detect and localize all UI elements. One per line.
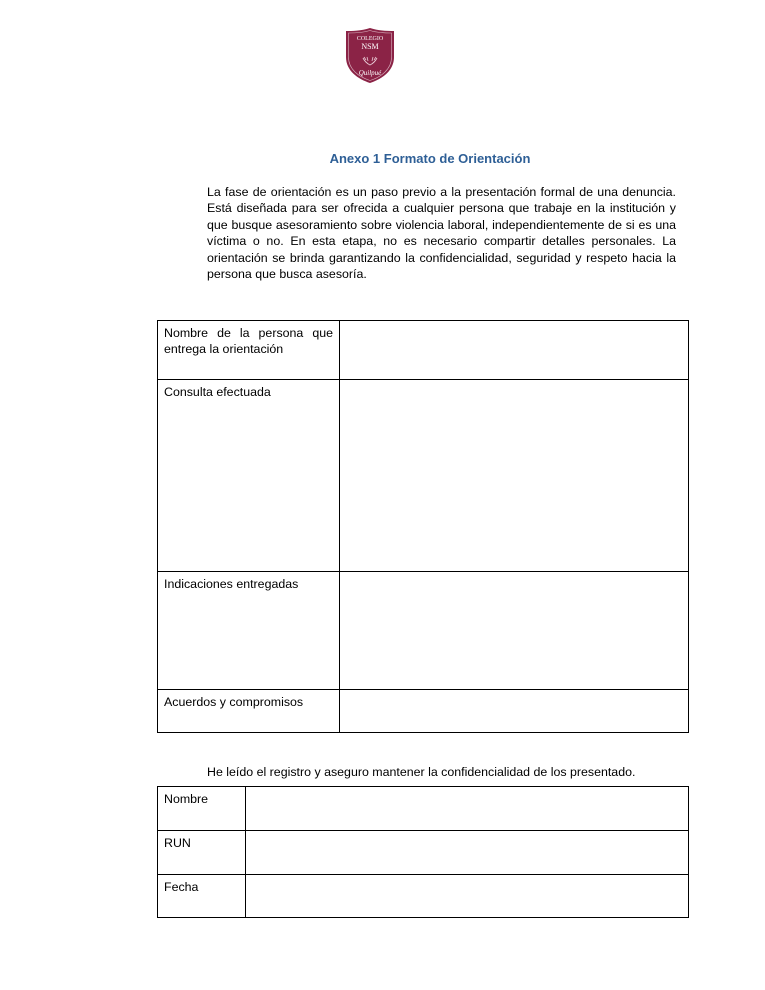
table-row (158, 690, 689, 733)
document-title: Anexo 1 Formato de Orientación (329, 151, 531, 166)
school-logo (343, 27, 397, 84)
table-row (158, 875, 689, 918)
field-acuerdos[interactable] (340, 690, 689, 733)
orientation-table (157, 320, 689, 733)
row-label-consulta: Consulta efectuada (158, 380, 340, 572)
table-row (158, 572, 689, 690)
table-row (158, 831, 689, 875)
field-consulta[interactable] (340, 380, 689, 572)
row-label-indicaciones: Indicaciones entregadas (158, 572, 340, 690)
logo-line-1: COLEGIO (356, 36, 384, 42)
table-row (158, 380, 689, 572)
shield-icon (343, 27, 397, 84)
row-label-acuerdos: Acuerdos y compromisos (158, 690, 340, 733)
field-nombre-persona[interactable] (340, 321, 689, 380)
row-label-nombre: Nombre (158, 787, 246, 831)
signature-table (157, 786, 689, 918)
field-indicaciones[interactable] (340, 572, 689, 690)
field-nombre[interactable] (246, 787, 689, 831)
row-label-run: RUN (158, 831, 246, 875)
field-fecha[interactable] (246, 875, 689, 918)
table-row (158, 787, 689, 831)
table-row (158, 321, 689, 380)
field-run[interactable] (246, 831, 689, 875)
confidentiality-statement: He leído el registro y aseguro mantener la confidencialidad de los presentado. (207, 765, 636, 779)
logo-line-3: Quilpué (358, 69, 382, 77)
row-label-fecha: Fecha (158, 875, 246, 918)
logo-line-2: NSM (361, 42, 379, 51)
intro-paragraph: La fase de orientación es un paso previo a la presentación formal de una denuncia. Está diseñada para ser ofrecida a cualquier persona que trabaje en la institución y que busque asesoramiento sobre violencia laboral, independientemente de si es una víctima o no. En esta etapa, no es necesario compartir detalles personales. La orientación se brinda garantizando la confidencialidad, seguridad y respeto hacia la persona que busca asesoría. (207, 185, 676, 282)
row-label-nombre-persona: Nombre de la persona que entrega la orientación (158, 321, 340, 380)
